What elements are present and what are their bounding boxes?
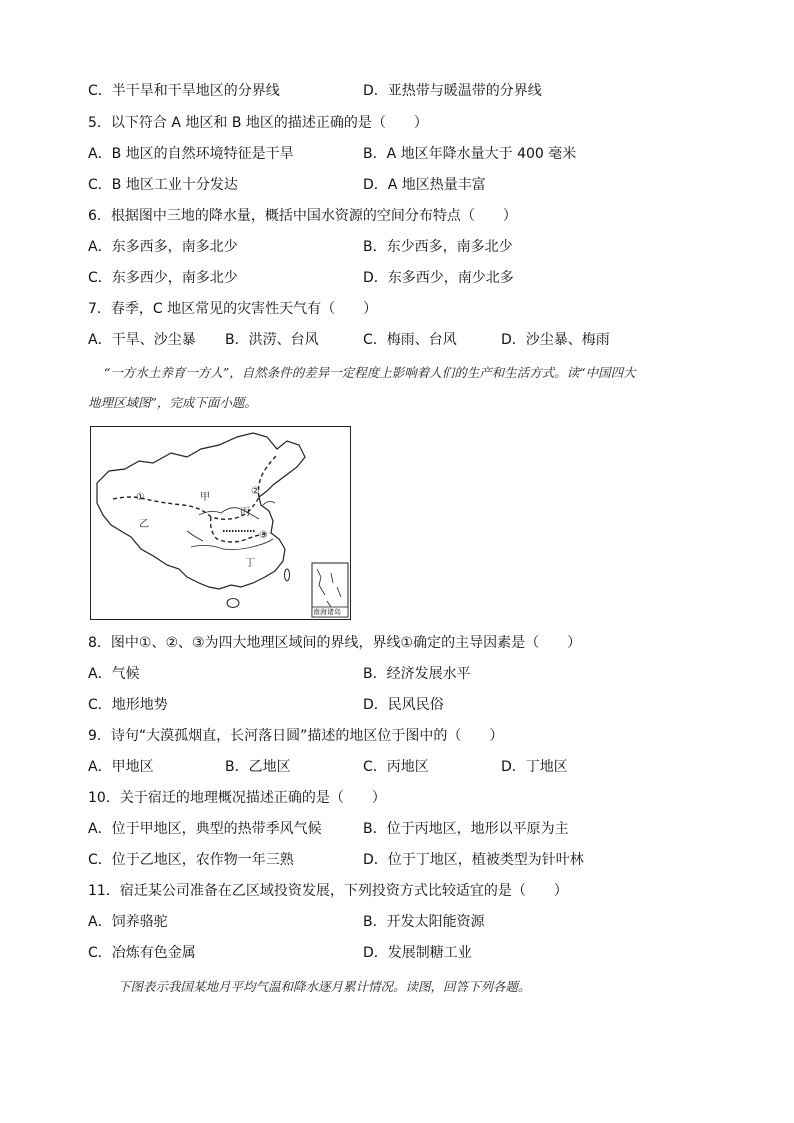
china-four-regions-map xyxy=(90,426,351,620)
q11-stem: 11．宿迁某公司准备在乙区域投资发展，下列投资方式比较适宜的是（ ） xyxy=(88,883,568,899)
q7-option-c[interactable]: C．梅雨、台风 xyxy=(363,332,457,348)
q5-option-c[interactable]: C．B 地区工业十分发达 xyxy=(88,177,238,193)
china-outline-svg xyxy=(91,427,349,618)
q10-option-b[interactable]: B．位于丙地区，地形以平原为主 xyxy=(363,821,569,837)
q4-option-c[interactable]: C．半干旱和干旱地区的分界线 xyxy=(88,83,280,99)
q10-option-d[interactable]: D．位于丁地区，植被类型为针叶林 xyxy=(363,852,584,868)
bohai-coast xyxy=(263,501,275,505)
q7-option-b[interactable]: B．洪涝、台风 xyxy=(225,332,319,348)
q9-option-d[interactable]: D．丁地区 xyxy=(501,759,568,775)
boundary-label-1: ① xyxy=(136,492,145,503)
q11-option-a[interactable]: A．饲养骆驼 xyxy=(88,914,168,930)
region-label-ding: 丁 xyxy=(245,558,255,569)
boundary-label-3: ③ xyxy=(259,530,268,541)
china-border xyxy=(97,433,305,589)
q11-option-c[interactable]: C．冶炼有色金属 xyxy=(88,945,196,961)
q4-option-d[interactable]: D．亚热带与暖温带的分界线 xyxy=(363,83,542,99)
q8-option-d[interactable]: D．民风民俗 xyxy=(363,697,444,713)
region-label-yi: 乙 xyxy=(139,519,149,530)
q8-stem: 8．图中①、②、③为四大地理区域间的界线，界线①确定的主导因素是（ ） xyxy=(88,635,582,651)
q6-option-c[interactable]: C．东多西少，南多北少 xyxy=(88,270,238,286)
q7-option-a[interactable]: A．干旱、沙尘暴 xyxy=(88,332,196,348)
q7-options-row xyxy=(88,331,628,349)
q6-option-d[interactable]: D．东多西少，南少北多 xyxy=(363,270,514,286)
q10-option-c[interactable]: C．位于乙地区，农作物一年三熟 xyxy=(88,852,294,868)
q9-option-b[interactable]: B．乙地区 xyxy=(225,759,291,775)
q8-option-c[interactable]: C．地形地势 xyxy=(88,697,168,713)
q10-option-a[interactable]: A．位于甲地区，典型的热带季风气候 xyxy=(88,821,322,837)
taiwan-island xyxy=(285,569,290,581)
q7-stem: 7．春季，C 地区常见的灾害性天气有（ ） xyxy=(88,301,378,317)
q11-option-b[interactable]: B．开发太阳能资源 xyxy=(363,914,485,930)
q6-option-b[interactable]: B．东少西多，南多北少 xyxy=(363,239,513,255)
region-label-jia: 甲 xyxy=(200,492,210,503)
q9-options-row xyxy=(88,758,628,776)
q8-option-a[interactable]: A．气候 xyxy=(88,666,140,682)
q7-option-d[interactable]: D．沙尘暴、梅雨 xyxy=(501,332,610,348)
river-upper xyxy=(187,531,203,541)
q6-stem: 6．根据图中三地的降水量，概括中国水资源的空间分布特点（ ） xyxy=(88,208,517,224)
q5-stem: 5．以下符合 A 地区和 B 地区的描述正确的是（ ） xyxy=(88,115,428,131)
boundary-label-2: ② xyxy=(251,486,260,497)
hainan-island xyxy=(227,599,239,608)
q6-option-a[interactable]: A．东多西多，南多北少 xyxy=(88,239,238,255)
q11-option-d[interactable]: D．发展制糖工业 xyxy=(363,945,472,961)
intro-passage-line-1: “一方水土养育一方人”，自然条件的差异一定程度上影响着人们的生产和生活方式。读“中国四大 xyxy=(104,365,636,380)
q5-option-b[interactable]: B．A 地区年降水量大于 400 毫米 xyxy=(363,146,577,162)
q9-option-c[interactable]: C．丙地区 xyxy=(363,759,429,775)
intro-passage-2: 下图表示我国某地月平均气温和降水逐月累计情况。读图，回答下列各题。 xyxy=(118,979,531,994)
q5-option-a[interactable]: A．B 地区的自然环境特征是干旱 xyxy=(88,146,294,162)
intro-passage-line-2: 地理区域图”，完成下面小题。 xyxy=(88,395,257,410)
q5-option-d[interactable]: D．A 地区热量丰富 xyxy=(363,177,486,193)
q10-stem: 10．关于宿迁的地理概况描述正确的是（ ） xyxy=(88,790,386,806)
inset-label: 南海诸岛 xyxy=(313,608,341,616)
region-label-bing: 丙 xyxy=(240,507,250,518)
q9-stem: 9．诗句“大漠孤烟直，长河落日圆”描述的地区位于图中的（ ） xyxy=(88,728,504,744)
q8-option-b[interactable]: B．经济发展水平 xyxy=(363,666,471,682)
q9-option-a[interactable]: A．甲地区 xyxy=(88,759,154,775)
